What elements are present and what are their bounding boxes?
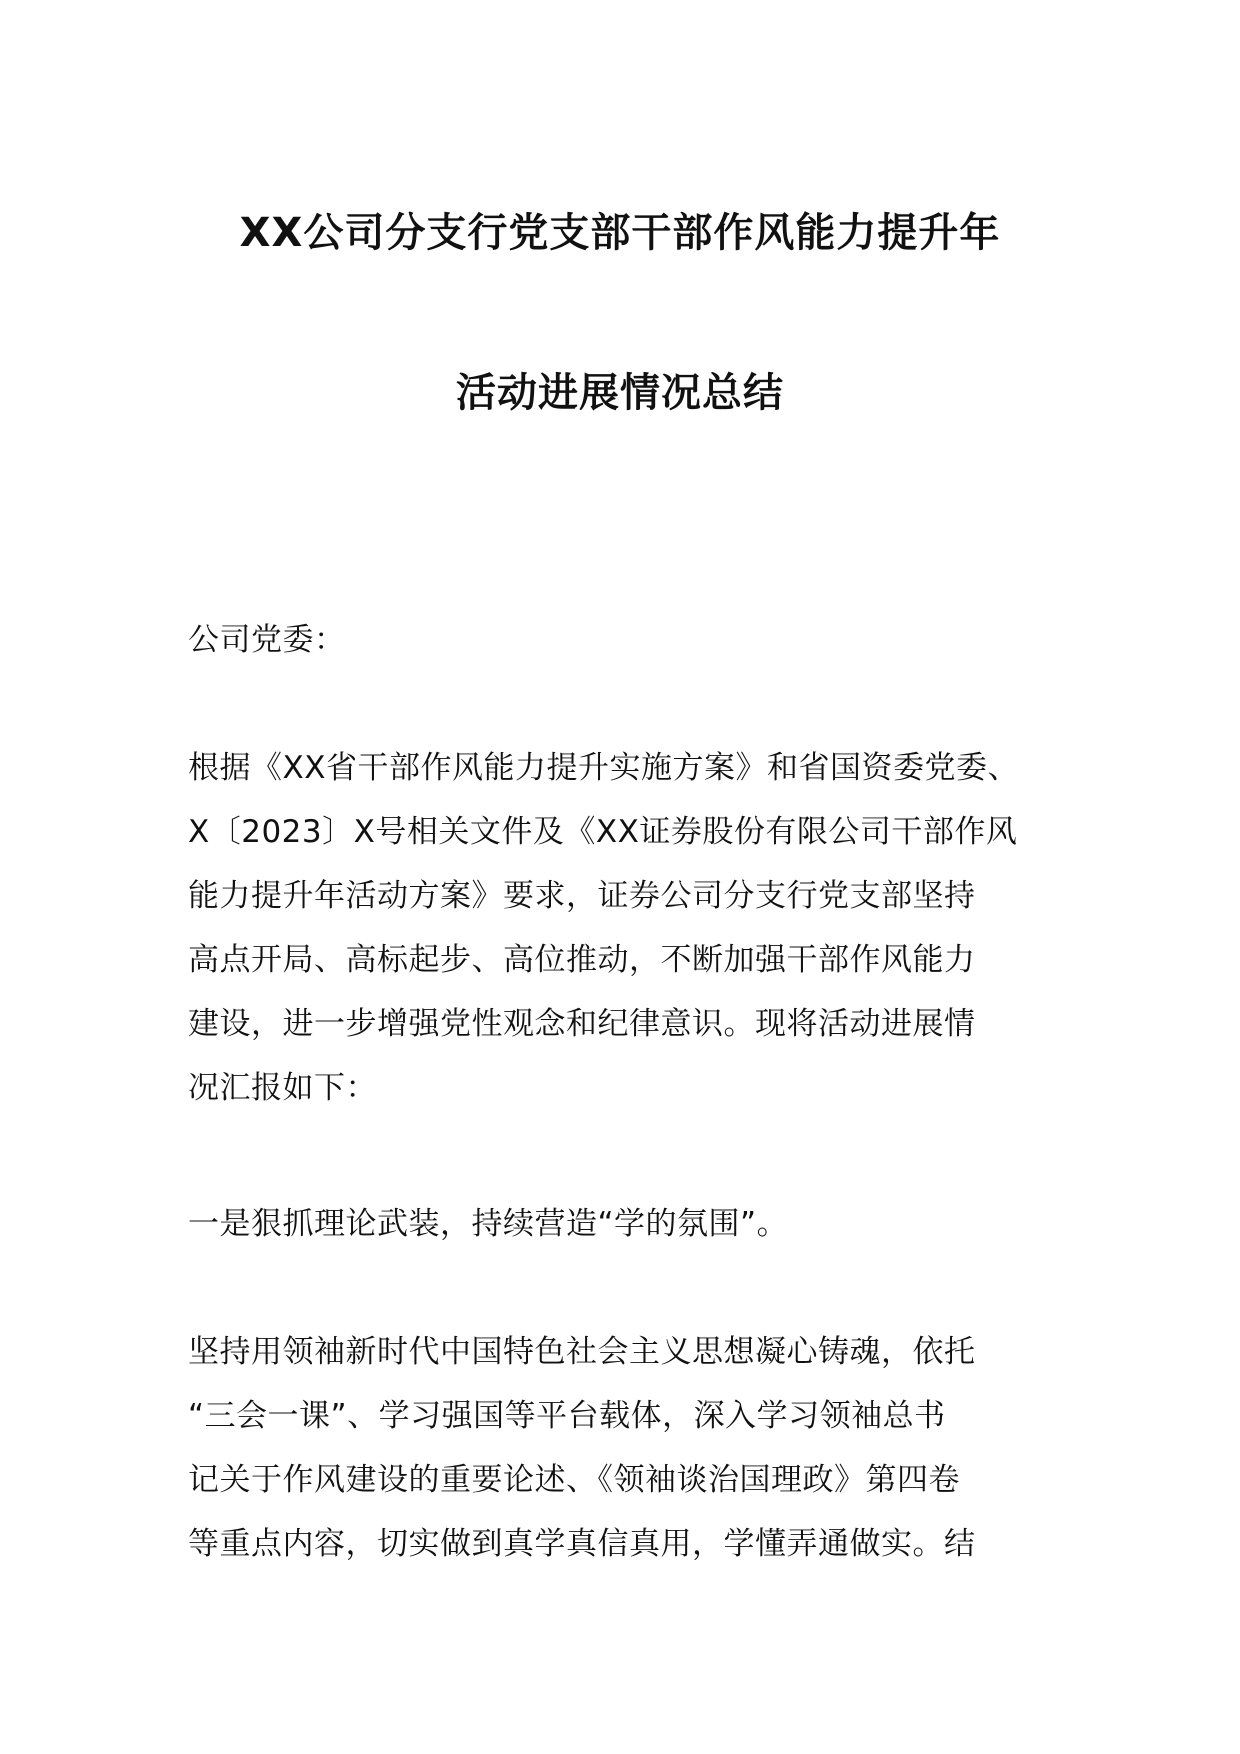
paragraph-line: 等重点内容，切实做到真学真信真用，学懂弄通做实。结 [188,1526,976,1562]
paragraph-line: 根据《XX省干部作风能力提升实施方案》和省国资委党委、 [188,750,1019,786]
section-heading-text: 一是狠抓理论武装，持续营造“学的氛围”。 [188,1206,789,1242]
paragraph-line: 建设，进一步增强党性观念和纪律意识。现将活动进展情 [188,1006,976,1042]
document-title-line-2: 活动进展情况总结 [456,370,784,416]
paragraph-line: 况汇报如下： [188,1070,377,1106]
paragraph-theory [188,1320,1088,1576]
paragraph-line: 坚持用领袖新时代中国特色社会主义思想凝心铸魂，依托 [188,1334,976,1370]
paragraph-line: X〔2023〕X号相关文件及《XX证券股份有限公司干部作风 [188,814,1018,850]
paragraph-line: 记关于作风建设的重要论述、《领袖谈治国理政》第四卷 [188,1462,960,1498]
salutation [188,608,1088,672]
paragraph-line: “三会一课”、学习强国等平台载体，深入学习领袖总书 [188,1398,946,1434]
salutation-text: 公司党委： [188,622,346,658]
document-title-line-1: XX公司分支行党支部干部作风能力提升年 [239,210,1001,256]
paragraph-line: 能力提升年活动方案》要求，证券公司分支行党支部坚持 [188,878,976,914]
paragraph-line: 高点开局、高标起步、高位推动，不断加强干部作风能力 [188,942,976,978]
section-heading-1 [188,1192,1088,1256]
paragraph-intro [188,736,1088,1120]
